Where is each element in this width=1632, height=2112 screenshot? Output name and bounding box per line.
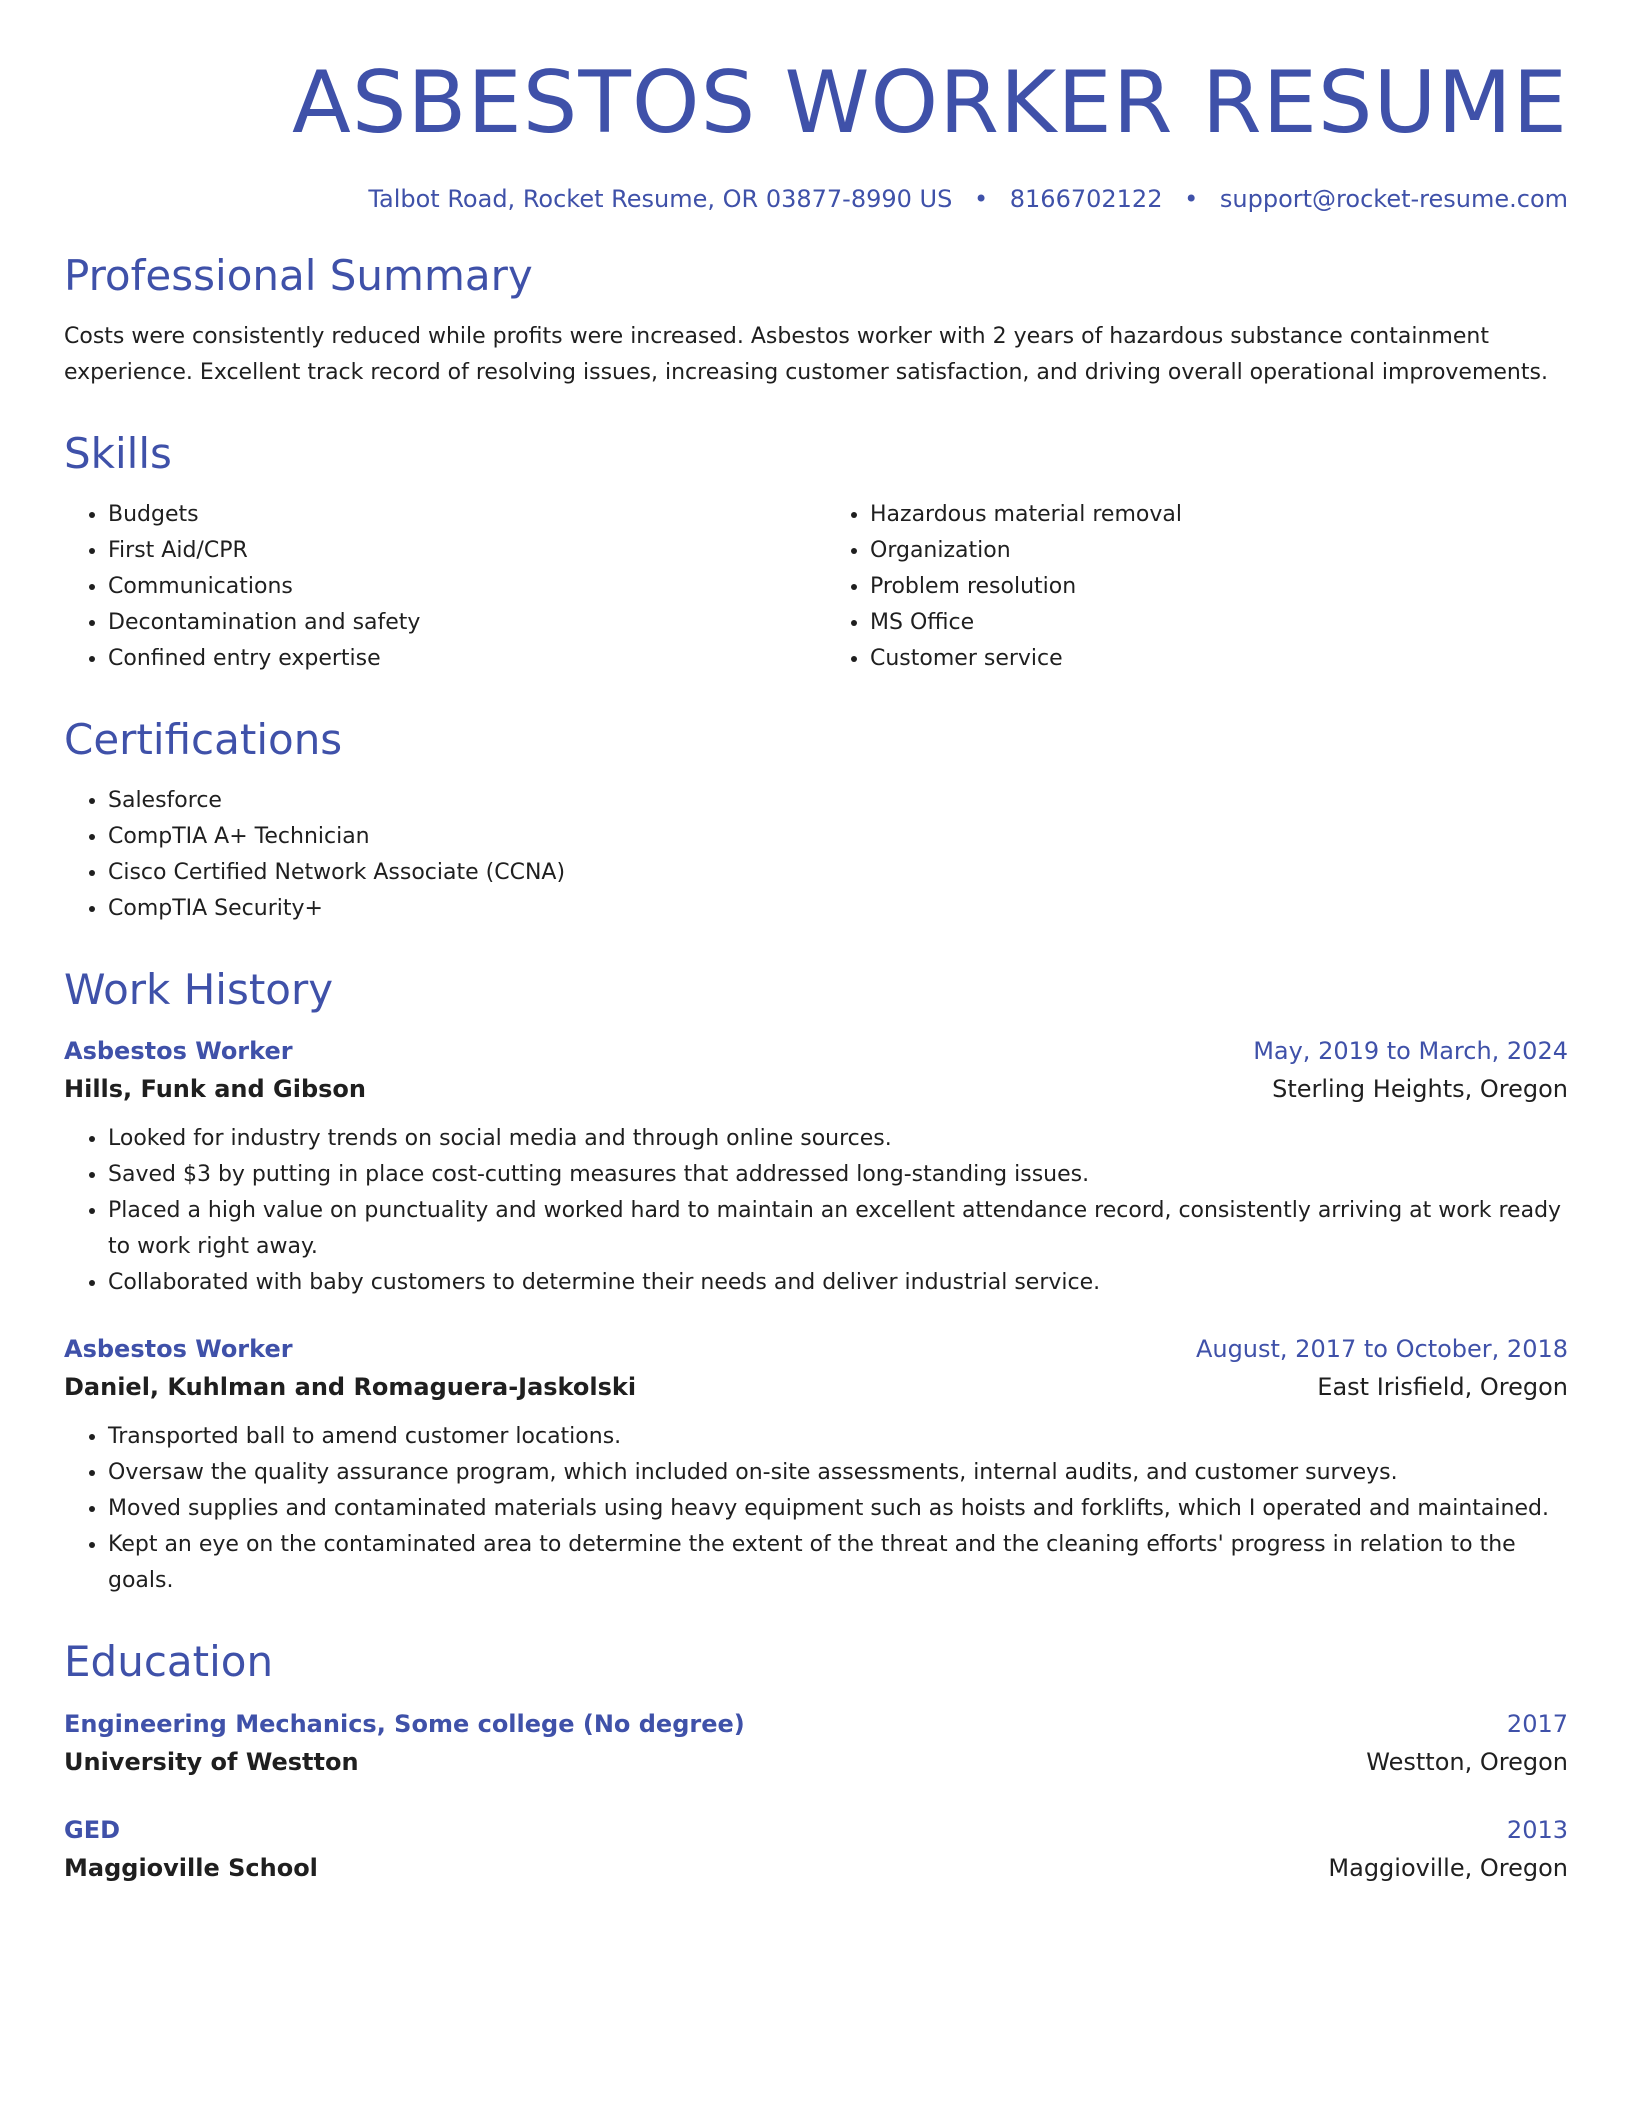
summary-section — [64, 250, 1568, 391]
resume-title: ASBESTOS WORKER RESUME — [292, 53, 1568, 153]
work-history-heading: Work History — [64, 965, 334, 1015]
job-company: Daniel, Kuhlman and Romaguera-Jaskolski — [64, 1373, 637, 1402]
education-year: 2013 — [1506, 1815, 1568, 1844]
job-header-row — [64, 1331, 1568, 1367]
certifications-list — [64, 783, 1568, 927]
skills-section — [64, 428, 1568, 677]
skill-item: • Problem resolution — [870, 569, 1568, 605]
certification-item: • Cisco Certified Network Associate (CCNA) — [108, 855, 1568, 891]
education-school-row — [64, 1848, 1568, 1888]
job-title: Asbestos Worker — [64, 1037, 293, 1066]
job-entry — [64, 1033, 1568, 1301]
certifications-heading: Certifications — [64, 714, 343, 764]
job-entry — [64, 1331, 1568, 1599]
education-header-row — [64, 1812, 1568, 1848]
education-heading: Education — [64, 1637, 274, 1687]
education-school: University of Westton — [64, 1747, 359, 1776]
education-location: Maggioville, Oregon — [1328, 1853, 1568, 1882]
job-company: Hills, Funk and Gibson — [64, 1075, 366, 1104]
job-company-row — [64, 1069, 1568, 1109]
summary-heading: Professional Summary — [64, 250, 533, 300]
contact-separator: • — [1184, 184, 1199, 213]
skill-item: • Communications — [108, 569, 806, 605]
education-degree: Engineering Mechanics, Some college (No degree) — [64, 1709, 745, 1738]
contact-email: support@rocket-resume.com — [1219, 184, 1568, 213]
education-school-row — [64, 1742, 1568, 1782]
work-history-section — [64, 967, 1568, 1599]
job-company-row — [64, 1367, 1568, 1407]
job-duties-list — [64, 1121, 1568, 1301]
certification-item: • CompTIA Security+ — [108, 891, 1568, 927]
summary-text: Costs were consistently reduced while profits were increased. Asbestos worker with 2 years of hazardous substance containment experience. Excellent track record of resolving issues, increasing customer satisfaction, and driving overall operational improvements. — [64, 323, 1548, 385]
education-school: Maggioville School — [64, 1853, 318, 1882]
skill-item: • Budgets — [108, 497, 806, 533]
skills-list-left — [64, 497, 806, 677]
job-duty: • Transported ball to amend customer locations. — [108, 1419, 1568, 1455]
education-header-row — [64, 1706, 1568, 1742]
certification-item: • CompTIA A+ Technician — [108, 819, 1568, 855]
job-duty: • Saved $3 by putting in place cost-cutting measures that addressed long-standing issues. — [108, 1157, 1568, 1193]
job-location: East Irisfield, Oregon — [1317, 1373, 1568, 1402]
skills-list-right — [826, 497, 1568, 677]
education-entry — [64, 1706, 1568, 1782]
skill-item: • First Aid/CPR — [108, 533, 806, 569]
contact-address: Talbot Road, Rocket Resume, OR 03877-8990 US — [368, 184, 953, 213]
education-degree: GED — [64, 1815, 121, 1844]
education-section — [64, 1639, 1568, 1887]
resume-header — [64, 53, 1568, 213]
job-dates: May, 2019 to March, 2024 — [1253, 1037, 1568, 1066]
skill-item: • Hazardous material removal — [870, 497, 1568, 533]
job-duty: • Moved supplies and contaminated materials using heavy equipment such as hoists and forklifts, which I operated and maintained. — [108, 1491, 1568, 1527]
skills-grid — [64, 497, 1568, 677]
education-location: Westton, Oregon — [1366, 1747, 1568, 1776]
skills-heading: Skills — [64, 428, 172, 478]
skill-item: • Confined entry expertise — [108, 641, 806, 677]
certification-item: • Salesforce — [108, 783, 1568, 819]
job-title: Asbestos Worker — [64, 1335, 293, 1364]
job-header-row — [64, 1033, 1568, 1069]
job-duties-list — [64, 1419, 1568, 1599]
skill-item: • MS Office — [870, 605, 1568, 641]
job-duty: • Collaborated with baby customers to determine their needs and deliver industrial service. — [108, 1265, 1568, 1301]
job-location: Sterling Heights, Oregon — [1272, 1075, 1568, 1104]
education-year: 2017 — [1506, 1709, 1568, 1738]
contact-line — [64, 185, 1568, 213]
certifications-section — [64, 714, 1568, 927]
job-duty: • Looked for industry trends on social media and through online sources. — [108, 1121, 1568, 1157]
job-duty: • Oversaw the quality assurance program, which included on-site assessments, internal audits, and customer surveys. — [108, 1455, 1568, 1491]
contact-phone: 8166702122 — [1009, 184, 1163, 213]
job-dates: August, 2017 to October, 2018 — [1195, 1335, 1568, 1364]
skill-item: • Decontamination and safety — [108, 605, 806, 641]
job-duty: • Placed a high value on punctuality and worked hard to maintain an excellent attendance record, consistently arriving at work ready to work right away. — [108, 1193, 1568, 1265]
contact-separator: • — [973, 184, 989, 213]
job-duty: • Kept an eye on the contaminated area to determine the extent of the threat and the cleaning efforts' progress in relation to the goals. — [108, 1527, 1568, 1599]
skill-item: • Customer service — [870, 641, 1568, 677]
skill-item: • Organization — [870, 533, 1568, 569]
education-entry — [64, 1812, 1568, 1888]
